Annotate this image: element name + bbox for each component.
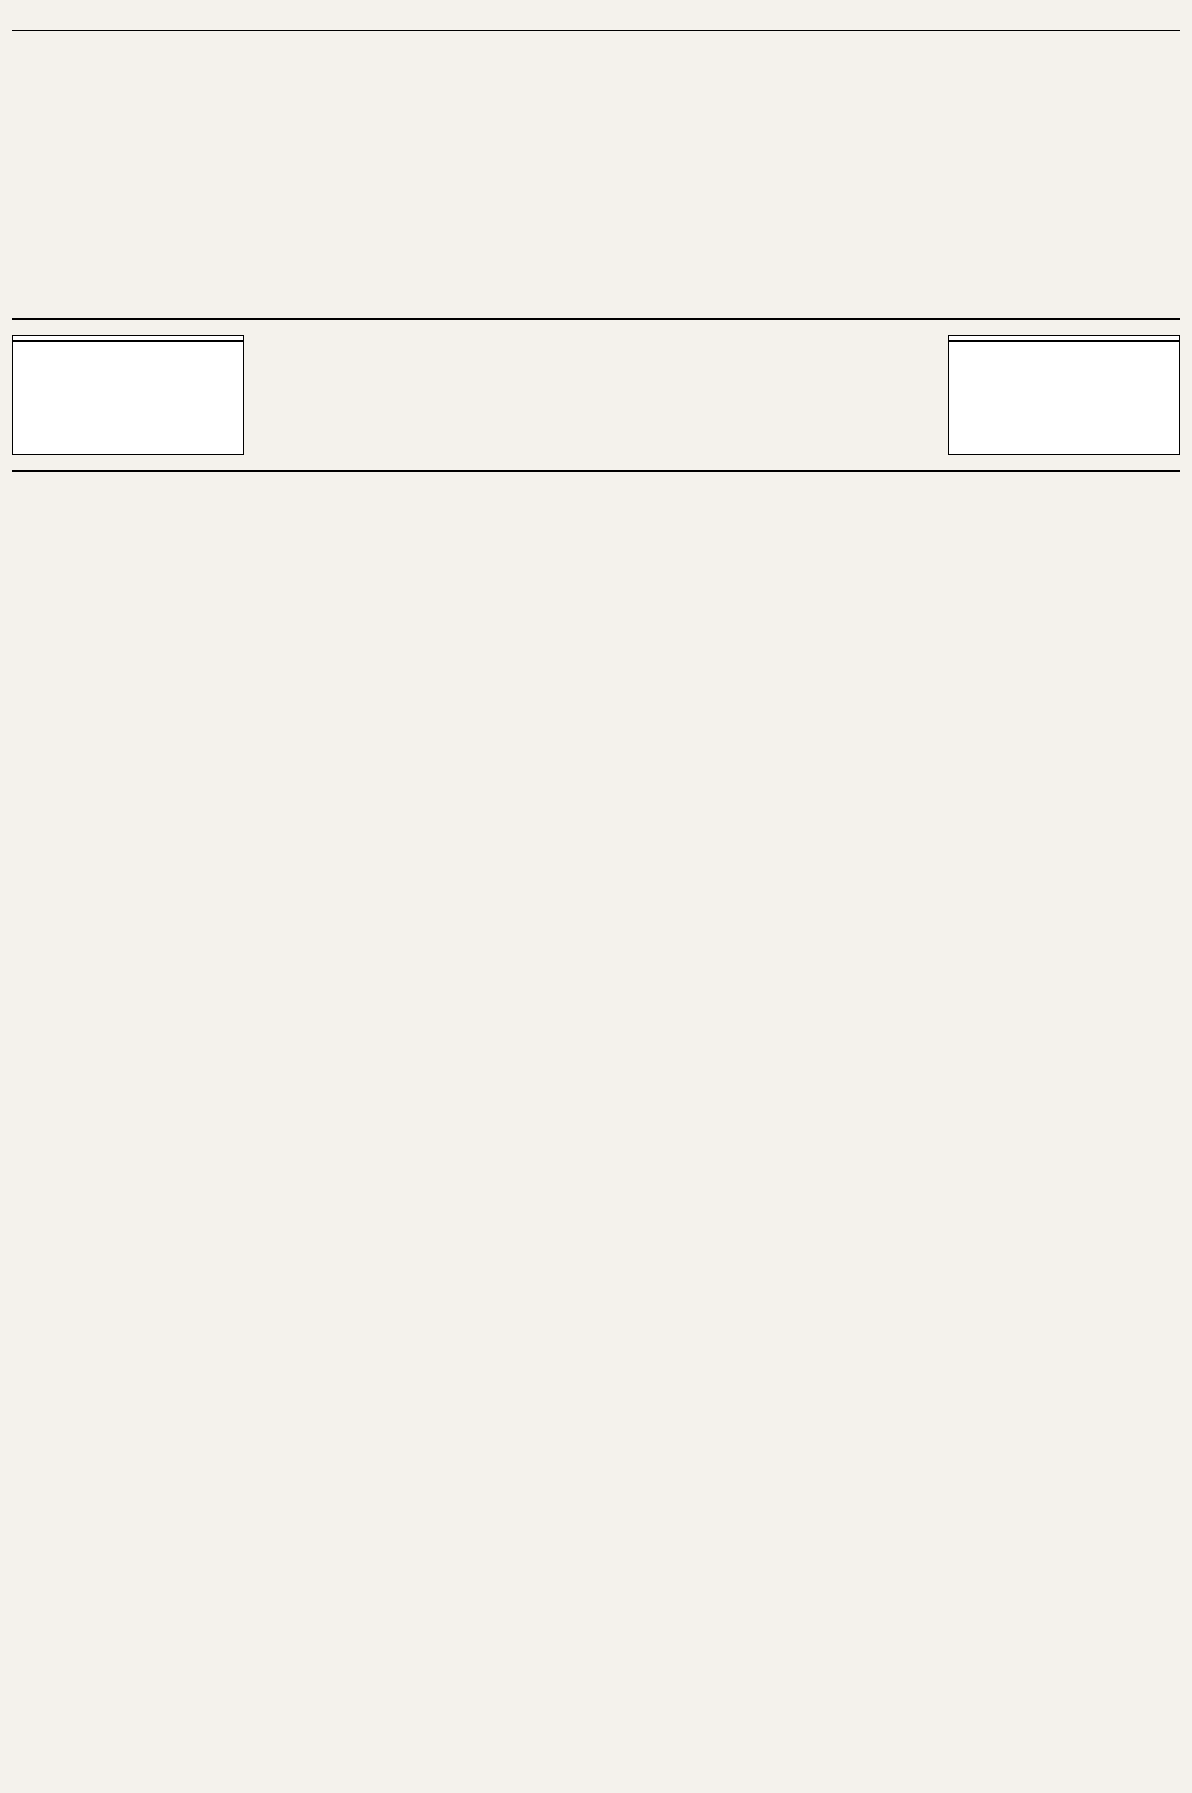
carolers-illustration xyxy=(244,325,948,465)
help-wanted-section xyxy=(12,34,1180,312)
service-directory-banner xyxy=(12,318,1180,472)
household-directory-box xyxy=(12,335,244,455)
buyers-listing-note xyxy=(949,340,1179,342)
service-directory-listings xyxy=(12,504,1180,1784)
page-header xyxy=(12,12,1180,31)
household-listing-note xyxy=(13,340,243,342)
buyers-directory-box xyxy=(948,335,1180,455)
